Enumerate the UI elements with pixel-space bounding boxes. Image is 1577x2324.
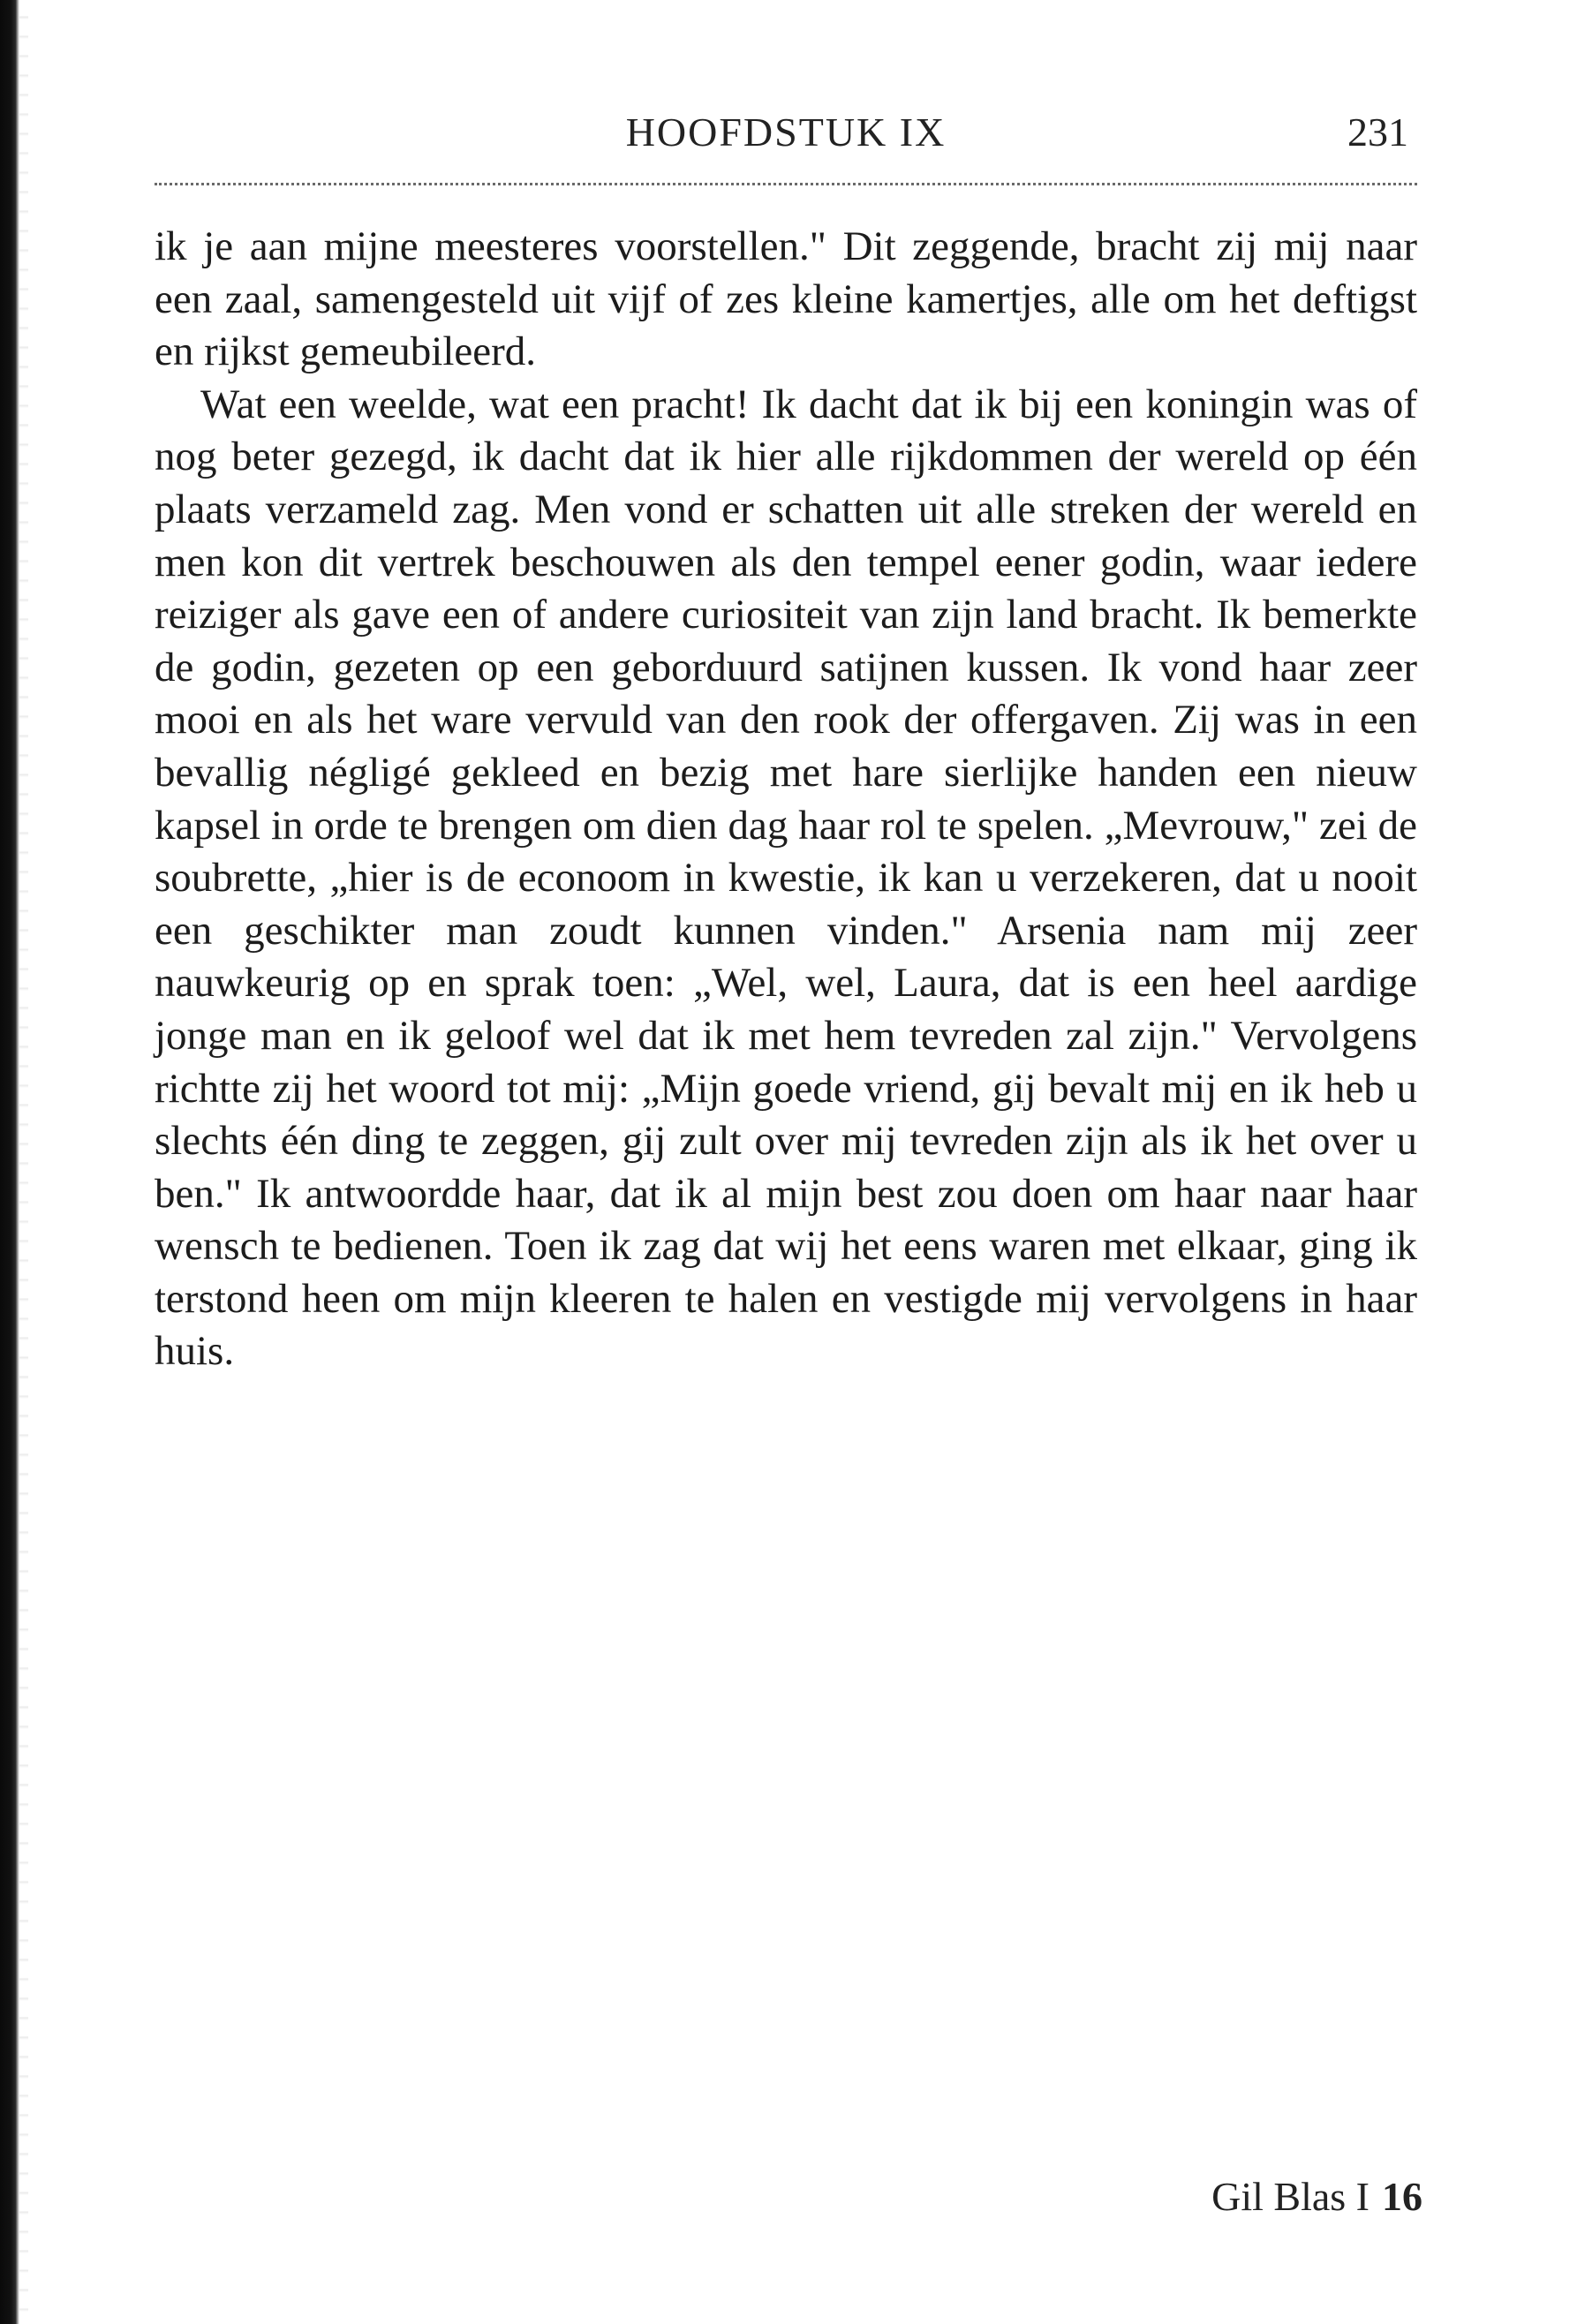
chapter-title: HOOFDSTUK IX [625,109,947,155]
page-number: 231 [1347,109,1408,155]
paragraph: Wat een weelde, wat een pracht! Ik dacht dat ik bij een koningin was of nog beter gezegd, ik dacht dat ik hier alle rijkdommen der wereld op één plaats verzameld zag. Men vond er schatten uit alle streken der wereld en men kon dit vertrek beschouwen als den tempel eener godin, waar iedere reiziger als gave een of andere curiositeit van zijn land bracht. Ik bemerkte de godin, gezeten op een geborduurd satijnen kussen. Ik vond haar zeer mooi en als het ware vervuld van den rook der offergaven. Zij was in een bevallig négligé gekleed en bezig met hare sierlijke handen een nieuw kapsel in orde te brengen om dien dag haar rol te spelen. „Mevrouw," zei de soubrette, „hier is de econoom in kwestie, ik kan u verzekeren, dat u nooit een geschikter man zoudt kunnen vinden." Arsenia nam mij zeer nauwkeurig op en sprak toen: „Wel, wel, Laura, dat is een heel aardige jonge man en ik geloof wel dat ik met hem tevreden zal zijn." Vervolgens richtte zij het woord tot mij: „Mijn goede vriend, gij bevalt mij en ik heb u slechts één ding te zeggen, gij zult over mij tevreden zijn als ik het over u ben." Ik antwoordde haar, dat ik al mijn best zou doen om haar naar haar wensch te bedienen. Toen ik zag dat wij het eens waren met elkaar, ging ik terstond heen om mijn kleeren te halen en vestigde mij vervolgens in haar huis. [155,381,1417,1375]
signature-mark [1211,2170,1422,2223]
body-text [155,221,1417,1378]
header-divider [155,183,1417,185]
running-head [155,106,1417,159]
signature-title: Gil Blas I [1211,2174,1370,2219]
binding-shadow [19,0,28,2324]
paragraph-continued: ik je aan mijne meesteres voorstellen." Dit zeggende, bracht zij mij naar een zaal, samengesteld uit vijf of zes kleine kamertjes, alle om het deftigst en rijkst gemeubileerd. [155,223,1417,375]
signature-number: 16 [1382,2174,1422,2219]
binding-edge [0,0,19,2324]
